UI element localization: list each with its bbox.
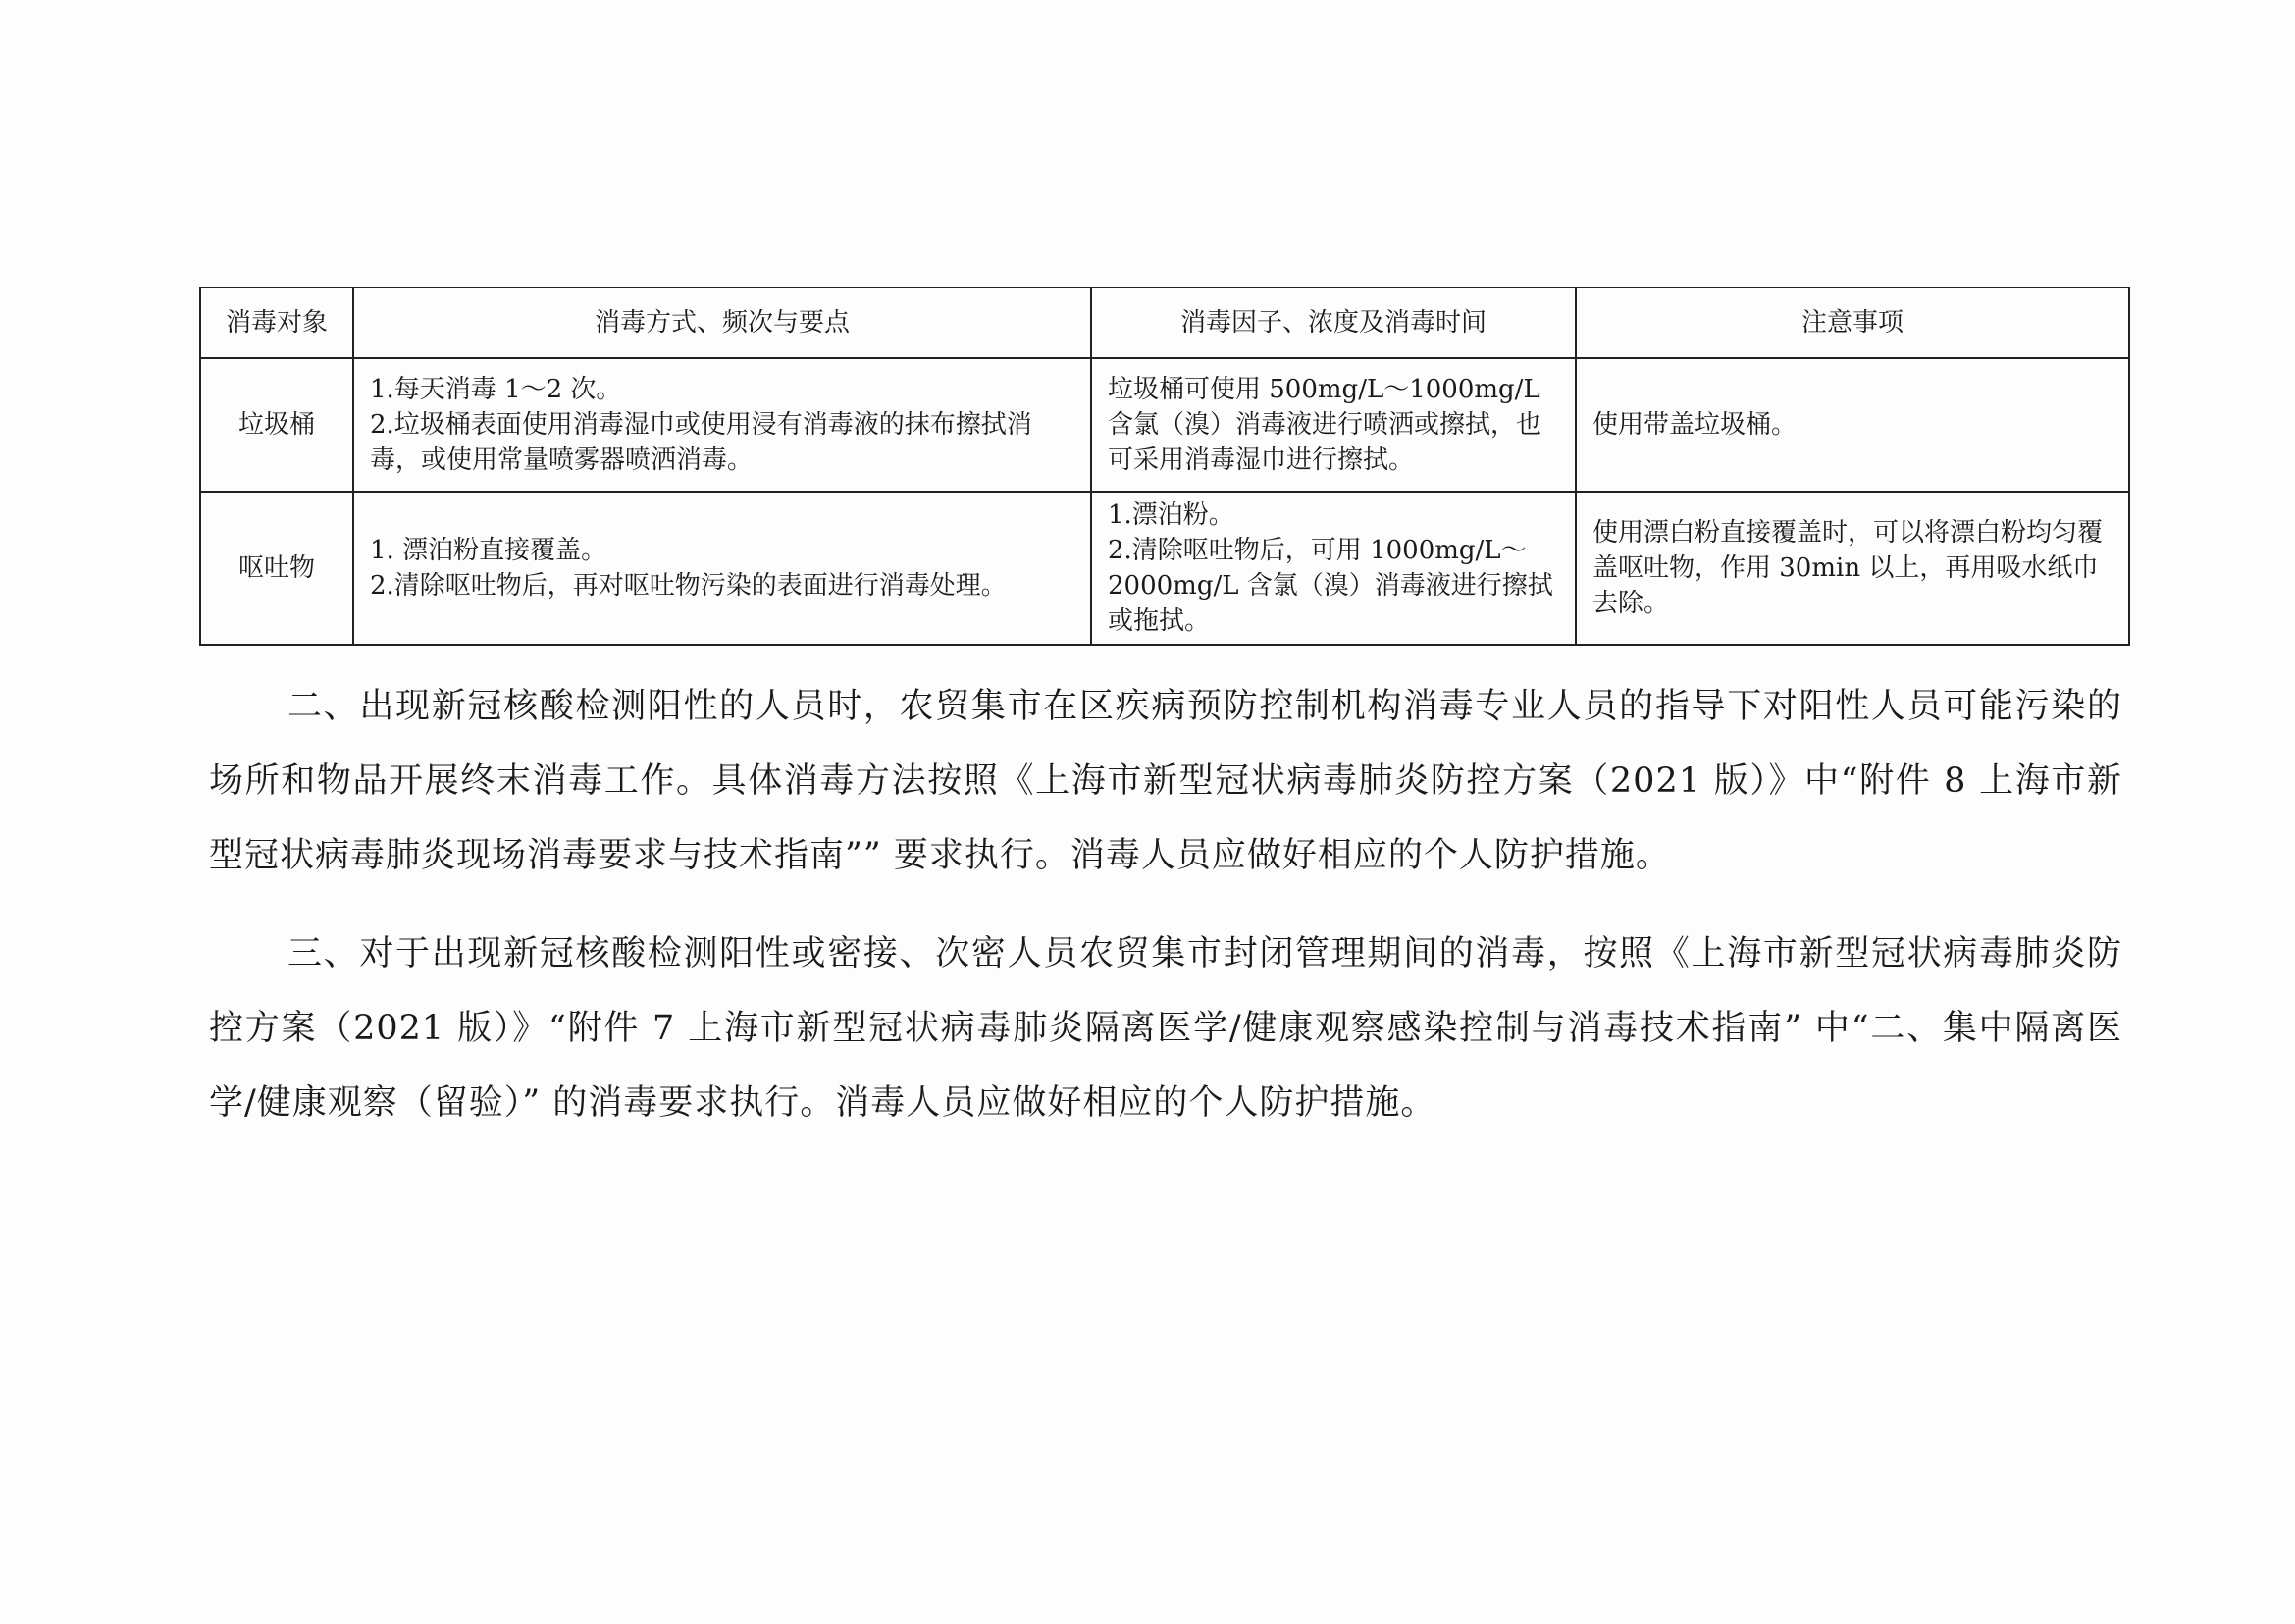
method-line: 1.每天消毒 1～2 次。 [370,375,622,404]
cell-method [353,492,1091,645]
cell-method [353,358,1091,492]
paragraph-terminal-disinfection: 二、出现新冠核酸检测阳性的人员时，农贸集市在区疾病预防控制机构消毒专业人员的指导下对阳性人员可能污染的场所和物品开展终末消毒工作。具体消毒方法按照《上海市新型冠状病毒肺炎防控方案（2021 版）》中“附件 8 上海市新型冠状病毒肺炎现场消毒要求与技术指南”” 要求执行。消毒人员应做好相应的个人防护措施。 [209,687,2122,875]
table-row [200,358,2129,492]
cell-notes [1576,358,2129,492]
header-object: 消毒对象 [200,288,353,358]
factor-line: 1.漂泊粉。 [1108,500,1234,530]
notes-line: 使用带盖垃圾桶。 [1592,410,1798,440]
header-notes: 注意事项 [1576,288,2129,358]
cell-object: 呕吐物 [200,492,353,645]
header-method: 消毒方式、频次与要点 [353,288,1091,358]
method-line: 1. 漂泊粉直接覆盖。 [370,536,607,565]
method-line: 2.垃圾桶表面使用消毒湿巾或使用浸有消毒液的抹布擦拭消毒，或使用常量喷雾器喷洒消毒。 [370,410,1032,475]
cell-object: 垃圾桶 [200,358,353,492]
paragraph-closed-management-disinfection: 三、对于出现新冠核酸检测阳性或密接、次密人员农贸集市封闭管理期间的消毒，按照《上海市新型冠状病毒肺炎防控方案（2021 版）》“附件 7 上海市新型冠状病毒肺炎隔离医学/健康观察感染控制与消毒技术指南” 中“二、集中隔离医学/健康观察（留验）” 的消毒要求执行。消毒人员应做好相应的个人防护措施。 [209,934,2122,1123]
table-row [200,492,2129,645]
header-factor: 消毒因子、浓度及消毒时间 [1091,288,1576,358]
cell-factor [1091,358,1576,492]
method-line: 2.清除呕吐物后，再对呕吐物污染的表面进行消毒处理。 [370,571,1007,601]
cell-factor [1091,492,1576,645]
table-header-row [200,288,2129,358]
cell-notes [1576,492,2129,645]
disinfection-table [199,287,2130,646]
factor-line: 2.清除呕吐物后，可用 1000mg/L～2000mg/L 含氯（溴）消毒液进行擦拭或拖拭。 [1108,536,1553,636]
factor-line: 垃圾桶可使用 500mg/L～1000mg/L 含氯（溴）消毒液进行喷洒或擦拭，也可采用消毒湿巾进行擦拭。 [1108,375,1542,475]
notes-line: 使用漂白粉直接覆盖时，可以将漂白粉均匀覆盖呕吐物，作用 30min 以上，再用吸水纸巾去除。 [1592,518,2104,618]
